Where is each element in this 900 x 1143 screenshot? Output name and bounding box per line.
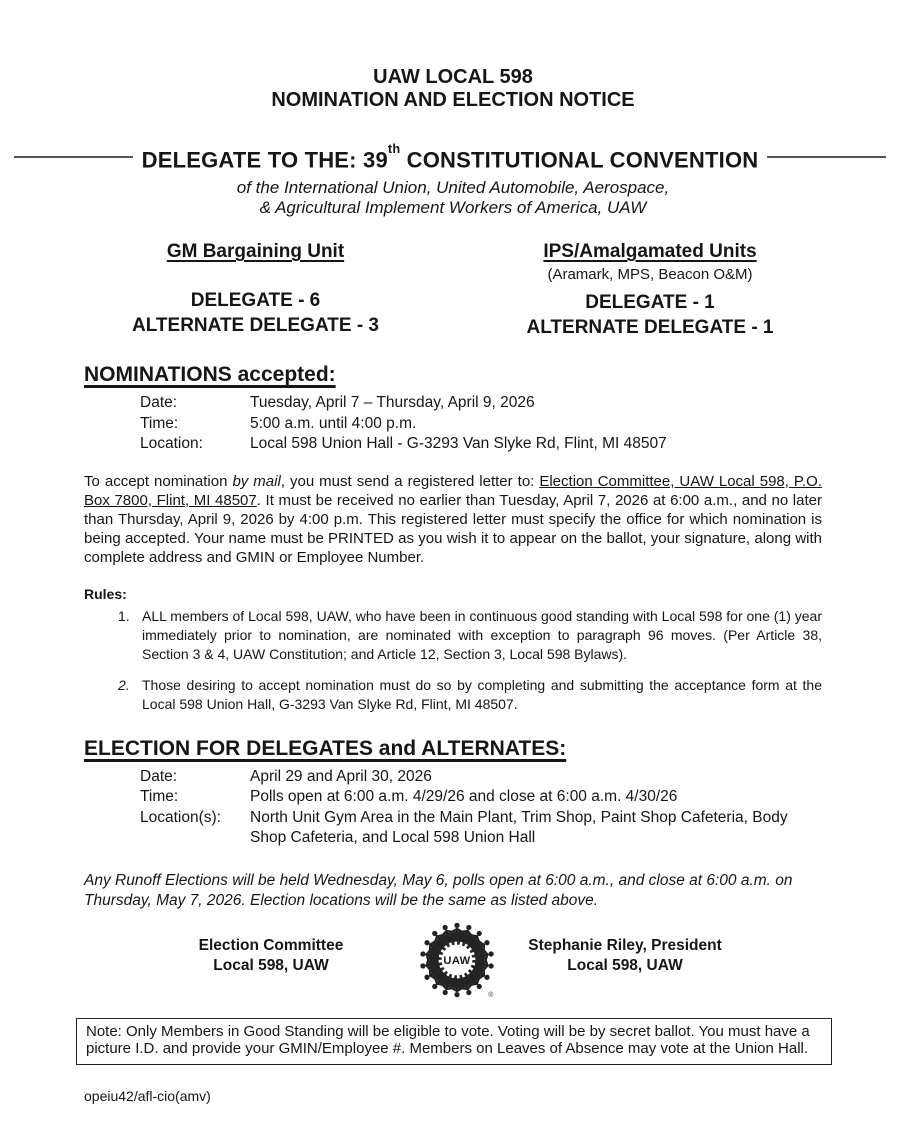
uaw-logo <box>417 917 497 1003</box>
gm-bargaining-unit-column <box>84 241 453 340</box>
election-time-value: Polls open at 6:00 a.m. 4/29/26 and close at 6:00 a.m. 4/30/26 <box>250 788 678 806</box>
rule-2-number: 2. <box>118 676 130 693</box>
rule-2-text: Those desiring to accept nomination must do so by completing and submitting the acceptance form at the Local 598 Union Hall, G-3293 Van Slyke Rd, Flint, MI 48507. <box>142 676 822 712</box>
election-time-row <box>140 787 822 808</box>
election-committee-signature <box>185 936 357 976</box>
nominations-date-row <box>140 393 822 414</box>
election-date-label: Date: <box>140 767 178 785</box>
election-date-value: April 29 and April 30, 2026 <box>250 767 432 785</box>
ips-delegate-count: DELEGATE - 1 <box>585 292 715 314</box>
nominations-location-label: Location: <box>140 435 203 453</box>
election-committee-line1: Election Committee <box>198 936 344 954</box>
ips-unit-title: IPS/Amalgamated Units <box>543 241 757 263</box>
election-section <box>84 737 822 849</box>
mail-para-seg1: To accept nomination <box>84 472 233 490</box>
convention-heading <box>142 142 759 172</box>
rule-1-number: 1. <box>118 607 130 624</box>
doc-title-line2: NOMINATION AND ELECTION NOTICE <box>271 89 635 111</box>
mail-para-seg3: , you must send a registered letter to: <box>280 472 540 490</box>
election-heading: ELECTION FOR DELEGATES and ALTERNATES: <box>84 736 567 760</box>
election-time-label: Time: <box>140 788 179 806</box>
uaw-logo-text: UAW <box>443 955 471 968</box>
president-signature <box>515 936 735 976</box>
ips-unit-counts <box>478 290 822 340</box>
nominations-section <box>84 363 822 455</box>
nominations-time-row <box>140 414 822 435</box>
convention-heading-tail: CONSTITUTIONAL CONVENTION <box>400 147 759 173</box>
nominations-date-value: Tuesday, April 7 – Thursday, April 9, 2026 <box>250 394 535 412</box>
gm-alternate-count: ALTERNATE DELEGATE - 3 <box>132 315 379 337</box>
heading-rule-left <box>14 156 133 158</box>
convention-subtitle <box>84 178 822 218</box>
election-locations-label: Location(s): <box>140 808 221 826</box>
president-line1: Stephanie Riley, President <box>528 936 722 954</box>
president-line2: Local 598, UAW <box>567 956 683 974</box>
rule-item-2 <box>84 676 822 714</box>
election-locations-row <box>140 808 822 849</box>
election-details <box>140 767 822 849</box>
heading-rule-right <box>767 156 886 158</box>
convention-heading-main: DELEGATE TO THE: 39 <box>141 147 388 173</box>
mail-nomination-paragraph <box>84 472 822 567</box>
convention-heading-superscript: th <box>387 141 401 157</box>
ips-unit-subtitle: (Aramark, MPS, Beacon O&M) <box>547 266 753 284</box>
doc-title <box>84 66 822 112</box>
signatures-section <box>84 919 822 1005</box>
ips-alternate-count: ALTERNATE DELEGATE - 1 <box>526 317 774 339</box>
election-locations-value: North Unit Gym Area in the Main Plant, Trim Shop, Paint Shop Cafeteria, Body Shop Cafeteria, and Local 598 Union Hall <box>250 808 788 847</box>
mail-para-by-mail: by mail <box>232 472 281 490</box>
voting-note-box: Note: Only Members in Good Standing will be eligible to vote. Voting will be by secret ballot. You must have a picture I.D. and provide your GMIN/Employee #. Members on Leaves of Absence may vote at the Union Hall. <box>76 1018 832 1065</box>
convention-subtitle-line2: & Agricultural Implement Workers of America, UAW <box>259 198 647 218</box>
nominations-time-label: Time: <box>140 414 179 432</box>
nominations-location-value: Local 598 Union Hall - G-3293 Van Slyke Rd, Flint, MI 48507 <box>250 435 667 453</box>
rules-section <box>84 586 822 714</box>
runoff-notice: Any Runoff Elections will be held Wednesday, May 6, polls open at 6:00 a.m., and close at 6:00 a.m. on Thursday, May 7, 2026. Election locations will be the same as listed above. <box>84 871 793 909</box>
gm-unit-title: GM Bargaining Unit <box>166 241 345 263</box>
rule-1-text: ALL members of Local 598, UAW, who have been in continuous good standing with Local 598 for one (1) year immediately prior to nomination, are nominated with exception to paragraph 96 moves. (Per Article 38, Section 3 & 4, UAW Constitution; and Article 12, Section 3, Local 598 Bylaws). <box>142 607 822 662</box>
nominations-date-label: Date: <box>140 394 178 412</box>
nominations-heading: NOMINATIONS accepted: <box>84 363 336 387</box>
gm-unit-counts <box>84 288 427 338</box>
ips-amalgamated-units-column <box>453 241 822 340</box>
rules-heading: Rules: <box>84 585 127 602</box>
rule-item-1 <box>84 607 822 664</box>
mail-para-address: Election Committee, UAW Local 598, P.O. Box 7800, Flint, MI 48507 <box>84 472 823 509</box>
gm-delegate-count: DELEGATE - 6 <box>190 290 321 312</box>
convention-heading-row <box>14 142 886 172</box>
nominations-details <box>140 393 822 455</box>
uaw-logo-registered-mark: ® <box>488 991 494 999</box>
nominations-location-row <box>140 434 822 455</box>
units-section <box>84 241 822 340</box>
election-date-row <box>140 767 822 788</box>
nominations-time-value: 5:00 a.m. until 4:00 p.m. <box>250 414 417 432</box>
mail-para-seg5: . It must be received no earlier than Tuesday, April 7, 2026 at 6:00 a.m., and no later than Thursday, April 9, 2026 by 4:00 p.m. This registered letter must specify the office for which nomination is being accepted. Your name must be PRINTED as you wish it to appear on the ballot, your signature, along with complete address and GMIN or Employee Number. <box>84 491 822 566</box>
convention-subtitle-line1: of the International Union, United Automobile, Aerospace, <box>236 178 670 198</box>
doc-title-line1: UAW LOCAL 598 <box>373 66 533 88</box>
election-committee-line2: Local 598, UAW <box>213 956 329 974</box>
footer-union-bug: opeiu42/afl-cio(amv) <box>84 1087 211 1104</box>
